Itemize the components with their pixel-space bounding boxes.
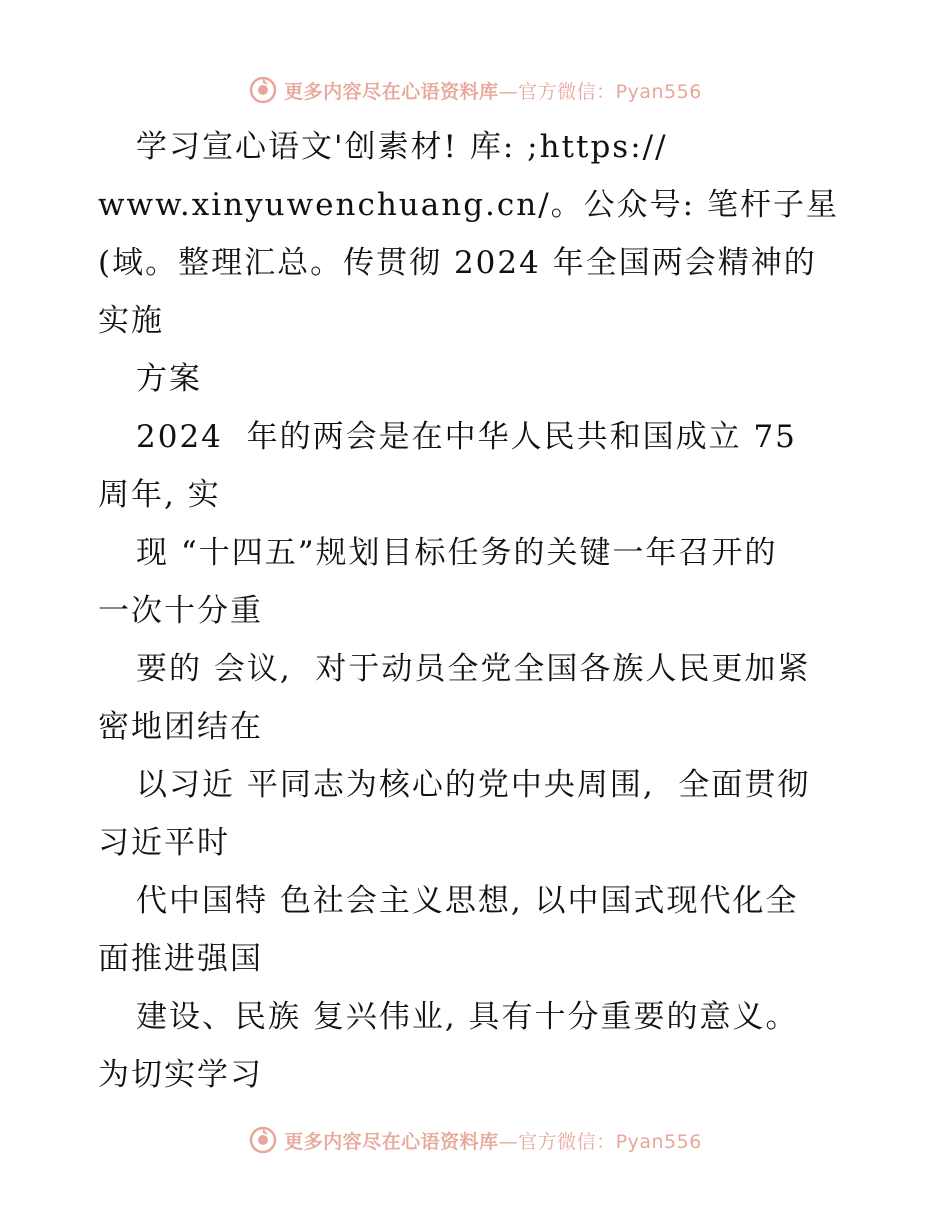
text-line: 以习近 平同志为核心的党中央周围, 全面贯彻 xyxy=(136,767,811,803)
watermark-text: 更多内容尽在心语资料库 xyxy=(284,1130,499,1153)
text-line: 一次十分重 xyxy=(98,593,263,629)
text-line: 代中国特 色社会主义思想, 以中国式现代化全 xyxy=(136,883,799,919)
text-line: 面推进强国 xyxy=(98,941,263,977)
text-line: 习近平时 xyxy=(98,825,230,861)
footer-watermark-banner xyxy=(0,1120,950,1160)
text-line: 要的 会议, 对于动员全党全国各族人民更加紧 xyxy=(136,651,811,687)
text-line: 方案 xyxy=(136,361,202,397)
text-line: 建设、民族 复兴伟业, 具有十分重要的意义。 xyxy=(136,999,799,1035)
text-line: 周年, 实 xyxy=(98,477,221,513)
text-line: 学习宣心语文'创素材! 库: ;https:// xyxy=(136,129,668,165)
watermark-contact: —官方微信：Pyan556 xyxy=(498,1130,702,1153)
header-watermark-banner xyxy=(0,70,950,110)
brand-logo-icon xyxy=(248,75,278,105)
watermark-contact: —官方微信：Pyan556 xyxy=(498,80,702,103)
text-line: 2024 年的两会是在中华人民共和国成立 75 xyxy=(136,419,797,455)
text-line: www.xinyuwenchuang.cn/。公众号: 笔杆子星 xyxy=(98,187,839,223)
text-line: (域。整理汇总。传贯彻 2024 年全国两会精神的 xyxy=(98,245,817,281)
text-line: 为切实学习 xyxy=(98,1057,263,1093)
document-body xyxy=(98,118,858,1104)
brand-logo-icon xyxy=(248,1125,278,1155)
watermark-text: 更多内容尽在心语资料库 xyxy=(284,80,499,103)
text-line: 实施 xyxy=(98,303,164,339)
text-line: 密地团结在 xyxy=(98,709,263,745)
text-line: 现 “十四五”规划目标任务的关键一年召开的 xyxy=(136,535,778,571)
